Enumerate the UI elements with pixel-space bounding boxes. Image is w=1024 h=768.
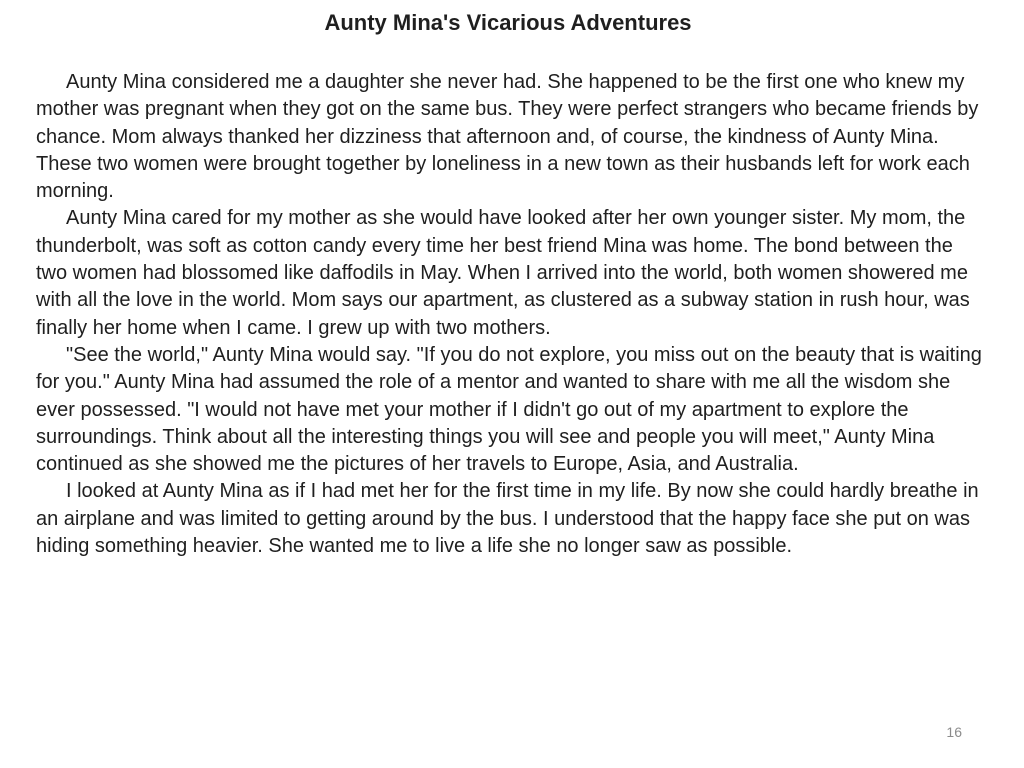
paragraph-2: Aunty Mina cared for my mother as she would have looked after her own younger sister. My mom, the thunderbolt, was soft as cotton candy every time her best friend Mina was home. The bond between the two women had blossomed like daffodils in May. When I arrived into the world, both women showered me with all the love in the world. Mom says our apartment, as clustered as a subway station in rush hour, was finally her home when I came. I grew up with two mothers. [36,207,970,339]
slide-title: Aunty Mina's Vicarious Adventures [324,10,692,35]
paragraph-4: I looked at Aunty Mina as if I had met her for the first time in my life. By now she could hardly breathe in an airplane and was limited to getting around by the bus. I understood that the happy face she put on was hiding something heavier. She wanted me to live a life she no longer saw as possible. [36,480,979,558]
story-body [36,69,986,560]
page-number: 16 [946,724,962,740]
paragraph-1: Aunty Mina considered me a daughter she never had. She happened to be the first one who knew my mother was pregnant when they got on the same bus. They were perfect strangers who became friends by chance. Mom always thanked her dizziness that afternoon and, of course, the kindness of Aunty Mina. These two women were brought together by loneliness in a new town as their husbands left for work each morning. [36,71,979,203]
paragraph-3: "See the world," Aunty Mina would say. "If you do not explore, you miss out on the beauty that is waiting for you." Aunty Mina had assumed the role of a mentor and wanted to share with me all the wisdom she ever possessed. "I would not have met your mother if I didn't go out of my apartment to explore the surroundings. Think about all the interesting things you will see and people you will meet," Aunty Mina continued as she showed me the pictures of her travels to Europe, Asia, and Australia. [36,343,982,476]
